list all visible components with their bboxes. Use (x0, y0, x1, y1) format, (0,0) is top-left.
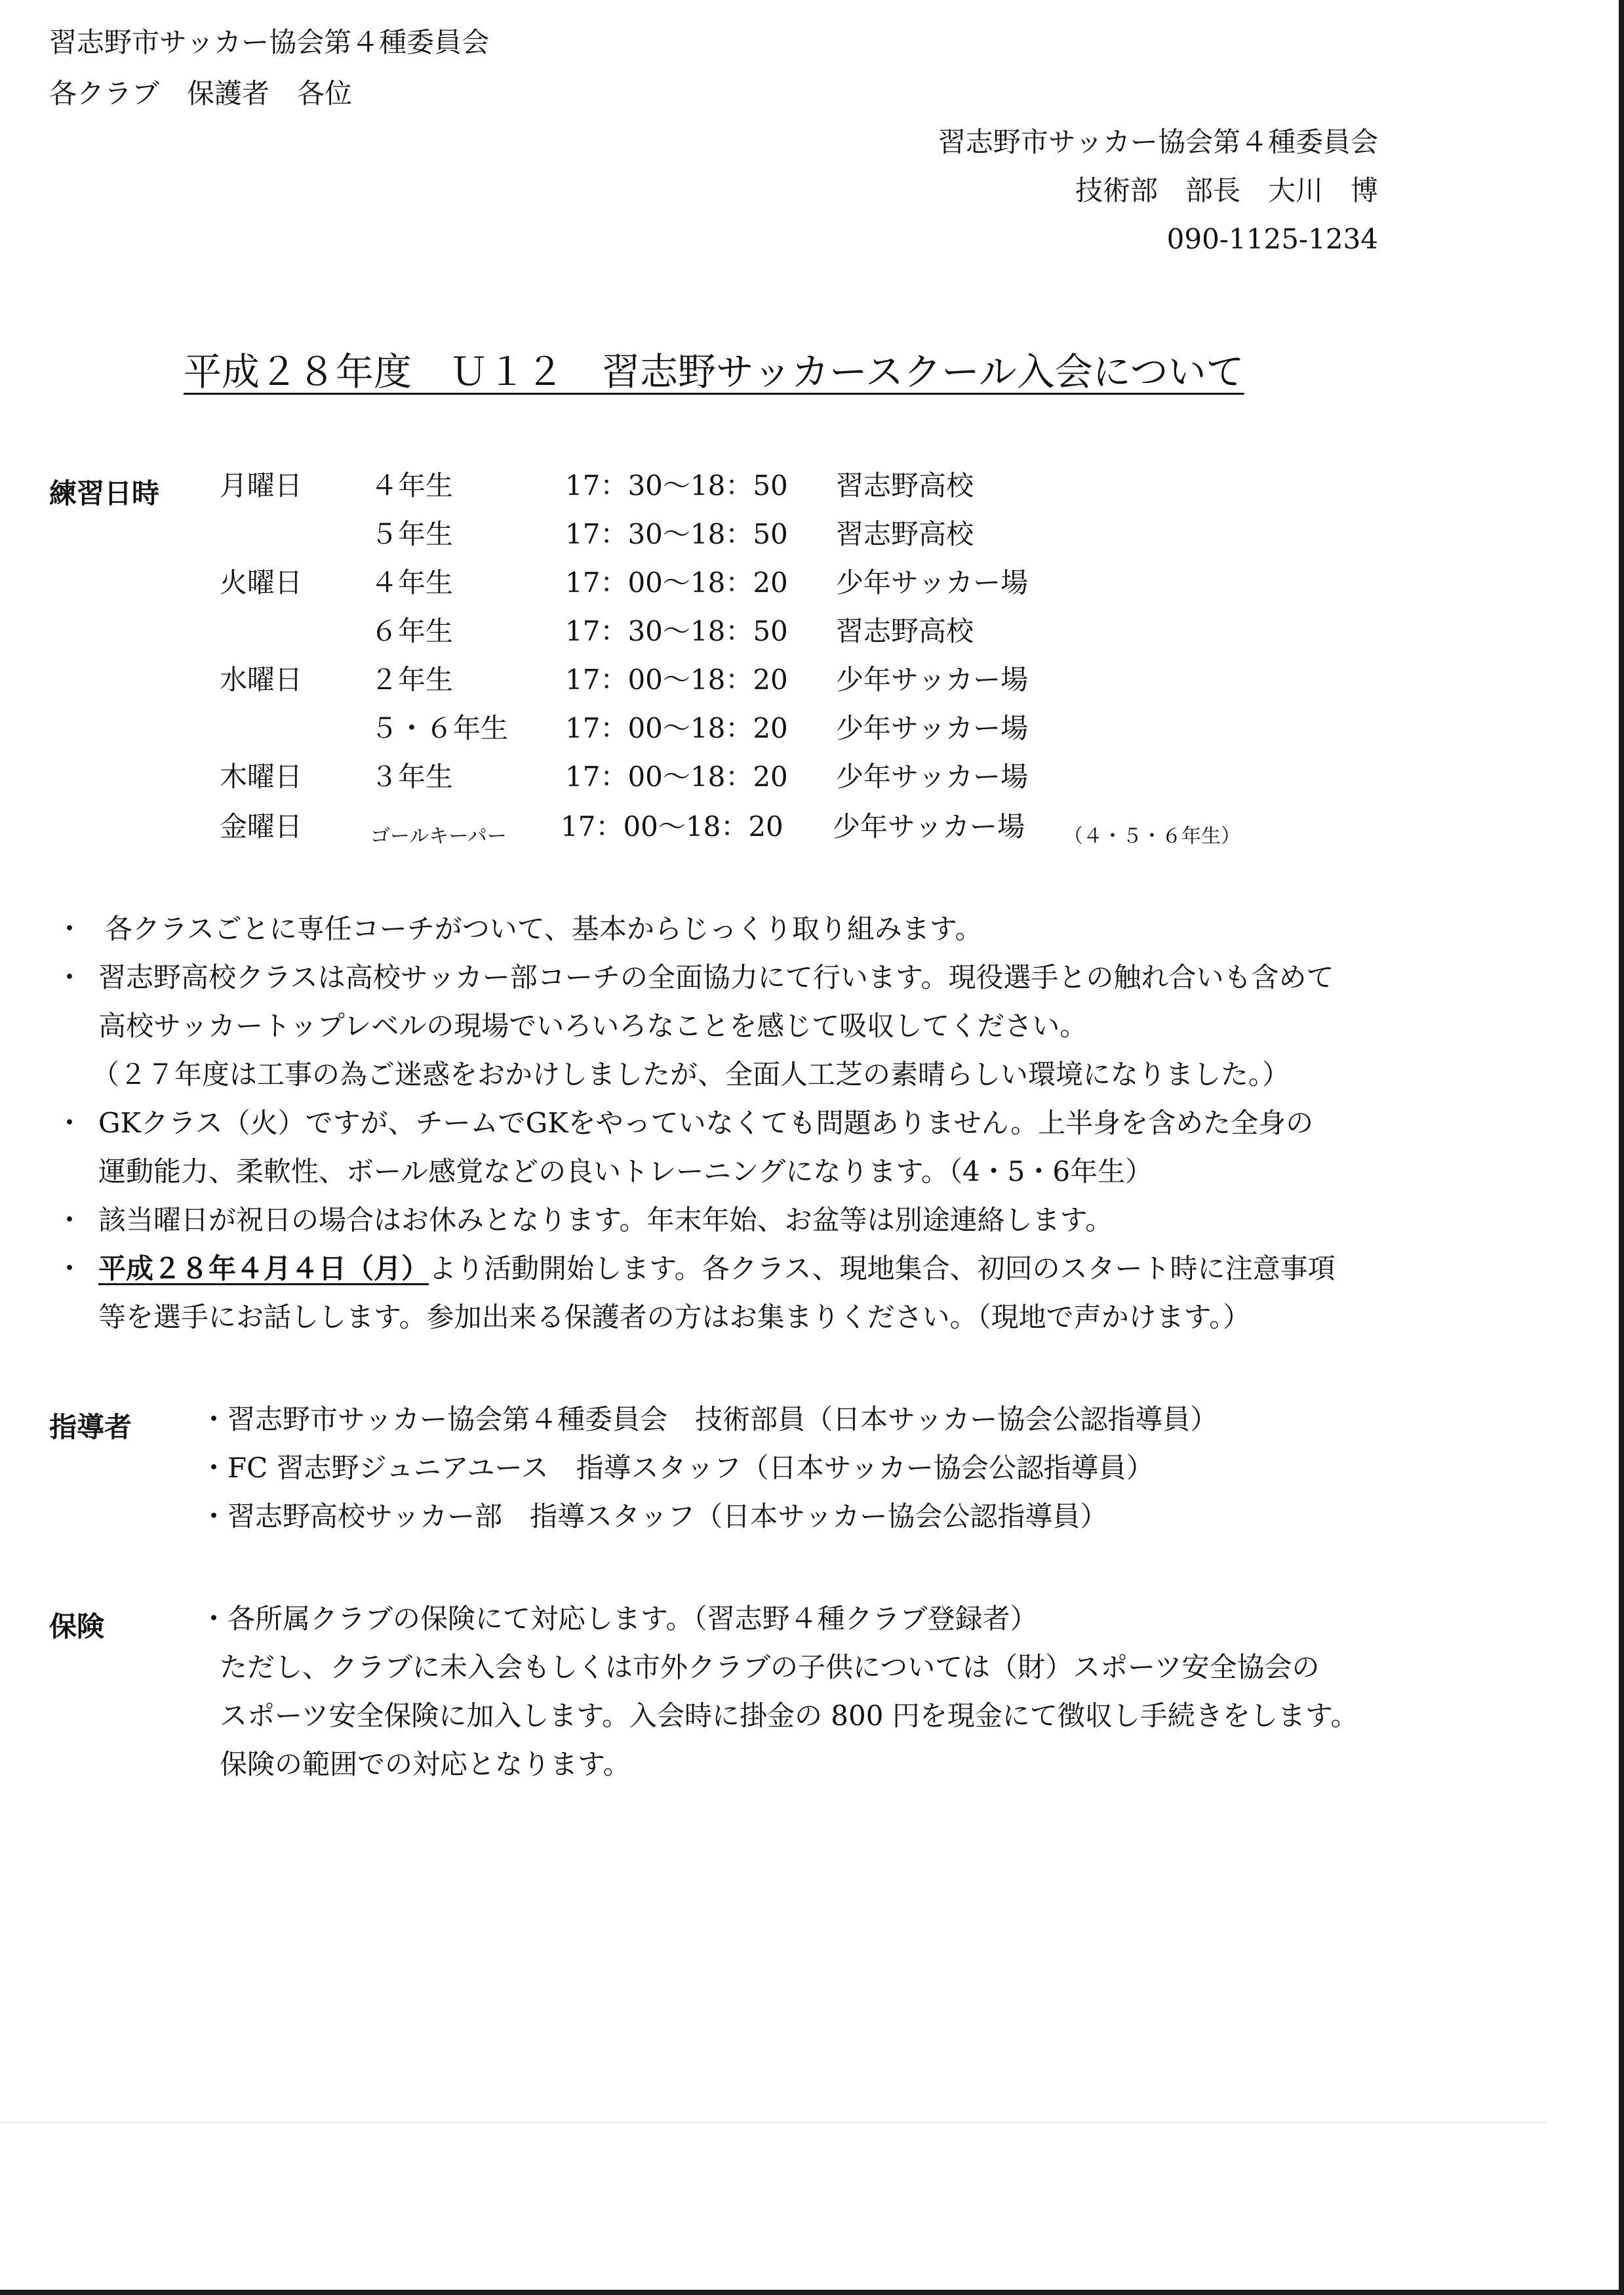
scan-artifact-line (0, 2122, 1547, 2123)
bullet-mark: ・ (56, 1252, 84, 1285)
insurance-line: 保険の範囲での対応となります。 (220, 1748, 631, 1780)
schedule-day: 木曜日 (220, 761, 303, 793)
schedule-place: 少年サッカー場 (836, 712, 1029, 744)
schedule-grade: ２年生 (370, 664, 454, 696)
schedule-time: 17：30〜18：50 (565, 615, 788, 647)
insurance-line: ・各所属クラブの保険にて対応します。（習志野４種クラブ登録者） (200, 1603, 1038, 1635)
schedule-grade: ５年生 (370, 518, 454, 550)
schedule-grade: ６年生 (370, 615, 454, 647)
bullet-mark: ・ (56, 1107, 84, 1139)
schedule-grade: ５・６年生 (370, 712, 509, 744)
scan-edge-right (1619, 0, 1624, 2295)
schedule-grade: ４年生 (370, 469, 454, 502)
start-date: 平成２８年４月４日（月） (98, 1252, 429, 1285)
note-item: 該当曜日が祝日の場合はお休みとなります。年末年始、お盆等は別途連絡します。 (98, 1204, 1113, 1236)
note-item (98, 1252, 1336, 1285)
schedule-time: 17：00〜18：20 (565, 664, 788, 696)
schedule-time: 17：30〜18：50 (565, 518, 788, 550)
schedule-grade: ３年生 (370, 761, 454, 793)
note-item-cont: 等を選手にお話しします。参加出来る保護者の方はお集まりください。（現地で声かけます。） (98, 1301, 1251, 1333)
sender-org: 習志野市サッカー協会第４種委員会 (938, 126, 1378, 158)
note-item-cont: 運動能力、柔軟性、ボール感覚などの良いトレーニングになります。（4・5・6年生） (98, 1155, 1153, 1187)
document-title: 平成２８年度 Ｕ１２ 習志野サッカースクール入会について (184, 349, 1244, 394)
schedule-grade: ゴールキーパー (370, 825, 507, 848)
schedule-time: 17：30〜18：50 (565, 469, 788, 502)
schedule-time: 17：00〜18：20 (565, 761, 788, 793)
schedule-day: 月曜日 (220, 469, 303, 502)
start-date-rest: より活動開始します。各クラス、現地集合、初回のスタート時に注意事項 (429, 1252, 1336, 1285)
schedule-day: 水曜日 (220, 664, 303, 696)
schedule-day: 火曜日 (220, 567, 303, 599)
schedule-time: 17：00〜18：20 (565, 712, 788, 744)
schedule-place: 少年サッカー場 (833, 810, 1025, 843)
insurance-line: スポーツ安全保険に加入します。入会時に掛金の 800 円を現金にて徴収し手続きをします。 (220, 1700, 1358, 1732)
schedule-label: 練習日時 (49, 477, 160, 509)
note-item: GKクラス（火）ですが、チームでGKをやっていなくても問題ありません。上半身を含めた全身の (98, 1107, 1314, 1139)
schedule-place: 習志野高校 (836, 518, 974, 550)
schedule-day: 金曜日 (220, 810, 303, 843)
note-item: 各クラスごとに専任コーチがついて、基本からじっくり取り組みます。 (105, 913, 983, 945)
schedule-grade: ４年生 (370, 567, 454, 599)
schedule-place: 習志野高校 (836, 469, 974, 502)
bullet-mark: ・ (56, 961, 84, 993)
insurance-line: ただし、クラブに未入会もしくは市外クラブの子供については（財）スポーツ安全協会の (220, 1651, 1320, 1683)
instructor-item: ・習志野市サッカー協会第４種委員会 技術部員（日本サッカー協会公認指導員） (200, 1403, 1218, 1435)
schedule-note: （４・５・６年生） (1063, 825, 1240, 848)
instructor-item: ・FC 習志野ジュニアユース 指導スタッフ（日本サッカー協会公認指導員） (200, 1452, 1154, 1484)
schedule-place: 少年サッカー場 (836, 761, 1029, 793)
instructors-label: 指導者 (49, 1411, 132, 1443)
sender-phone: 090-1125-1234 (1166, 223, 1378, 255)
note-item: 習志野高校クラスは高校サッカー部コーチの全面協力にて行います。現役選手との触れ合いも含めて (98, 961, 1334, 993)
addressee-line1: 習志野市サッカー協会第４種委員会 (49, 26, 490, 58)
bullet-mark: ・ (56, 913, 84, 945)
schedule-time: 17：00〜18：20 (565, 567, 788, 599)
schedule-time: 17：00〜18：20 (561, 810, 783, 843)
schedule-place: 習志野高校 (836, 615, 974, 647)
note-item-cont: （２７年度は工事の為ご迷惑をおかけしましたが、全面人工芝の素晴らしい環境になりました。） (92, 1058, 1290, 1090)
bullet-mark: ・ (56, 1204, 84, 1236)
schedule-place: 少年サッカー場 (836, 664, 1029, 696)
instructor-item: ・習志野高校サッカー部 指導スタッフ（日本サッカー協会公認指導員） (200, 1500, 1108, 1532)
scan-edge-bottom (0, 2290, 1624, 2295)
sender-person: 技術部 部長 大川 博 (1075, 174, 1378, 207)
insurance-label: 保険 (49, 1610, 105, 1643)
note-item-cont: 高校サッカートップレベルの現場でいろいろなことを感じて吸収してください。 (98, 1010, 1088, 1042)
schedule-place: 少年サッカー場 (836, 567, 1029, 599)
addressee-line2: 各クラブ 保護者 各位 (49, 77, 353, 110)
